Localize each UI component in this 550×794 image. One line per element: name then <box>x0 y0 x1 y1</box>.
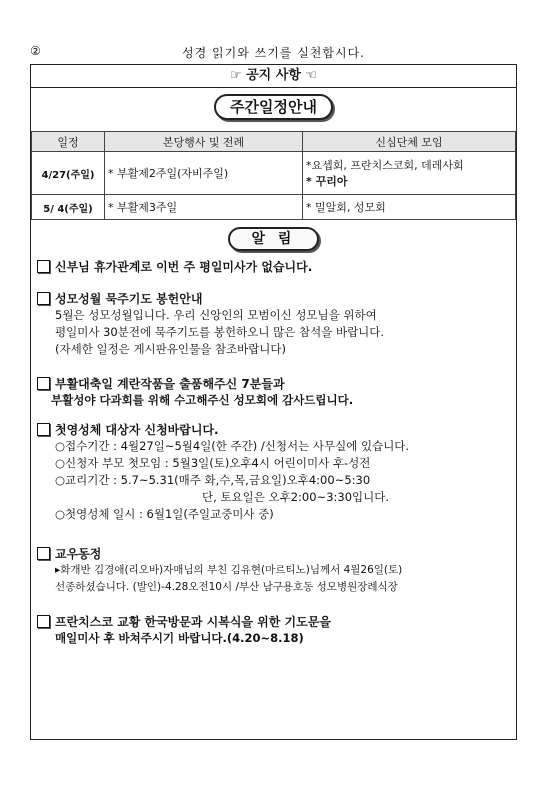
item-line: 매일미사 후 바쳐주시기 바랍니다.(4.20~8.18) <box>55 631 304 645</box>
item-line: 선종하셨습니다. (발인)-4.28오전10시 /부산 남구용호동 성모병원장례식장 <box>55 581 398 593</box>
notice-item <box>37 613 510 647</box>
item-heading <box>37 421 510 438</box>
item-heading <box>37 613 510 630</box>
item-line: 단, 토요일은 오후2:00~3:30입니다. <box>202 490 389 504</box>
row-date: 5/ 4(주일) <box>32 195 105 220</box>
item-line: 평일미사 30분전에 묵주기도를 봉헌하오니 많은 참석을 바랍니다. <box>55 325 385 339</box>
notice-item <box>37 375 510 409</box>
checkbox-icon <box>37 615 50 628</box>
item-heading <box>37 290 510 307</box>
row-events: * 부활제3주일 <box>105 195 303 220</box>
notice-item <box>37 545 510 596</box>
item-line: 5월은 성모성월입니다. 우리 신앙인의 모범이신 성모님을 위하여 <box>55 308 377 322</box>
notice-frame <box>30 64 517 740</box>
row-groups <box>303 152 516 195</box>
item-line: ○신청자 부모 첫모임 : 5월3일(토)오후4시 어린이미사 후-성전 <box>55 456 371 470</box>
row-date: 4/27(주일) <box>32 152 105 195</box>
item-line: 부활성야 다과회를 위해 수고해주신 성모회에 감사드립니다. <box>51 393 354 407</box>
item-heading-text: 프란치스코 교황 한국방문과 시복식을 위한 기도문을 <box>55 615 331 629</box>
alrim-title: 알 림 <box>228 227 320 251</box>
checkbox-icon <box>37 377 50 390</box>
header-events: 본당행사 및 전례 <box>105 132 303 152</box>
checkbox-icon <box>37 260 50 273</box>
checkbox-icon <box>37 547 50 560</box>
item-line: ○교리기간 : 5.7~5.31(매주 화,수,목,금요일)오후4:00~5:30 <box>55 473 371 487</box>
item-heading-text: 신부님 휴가관계로 이번 주 평일미사가 없습니다. <box>55 260 313 274</box>
table-header-row <box>32 132 516 152</box>
item-heading <box>37 375 510 392</box>
item-heading-text: 성모성월 묵주기도 봉헌안내 <box>55 292 203 306</box>
notice-item <box>37 258 510 275</box>
page-header <box>30 44 517 64</box>
schedule-table <box>31 131 516 220</box>
item-heading <box>37 258 510 275</box>
group-line: * 꾸리아 <box>306 175 348 188</box>
item-heading-text: 교우동정 <box>55 547 102 561</box>
row-groups <box>303 195 516 220</box>
item-heading <box>37 545 510 562</box>
item-line: ○접수기간 : 4월27일~5월4일(한 주간) /신청서는 사무실에 있습니다. <box>55 439 410 453</box>
item-heading-text: 첫영성체 대상자 신청바랍니다. <box>55 423 219 437</box>
schedule-title: 주간일정안내 <box>214 94 333 120</box>
table-row <box>32 195 516 220</box>
group-line: *요셉회, 프란치스코회, 데레사회 <box>306 159 464 172</box>
header-date: 일정 <box>32 132 105 152</box>
notice-item <box>37 290 510 358</box>
row-events: * 부활제2주일(자비주일) <box>105 152 303 195</box>
notice-heading: ☞ 공지 사항 ☜ <box>31 65 516 88</box>
notice-item <box>37 421 510 523</box>
item-line: ○첫영성체 일시 : 6월1일(주일교중미사 중) <box>55 507 274 521</box>
item-heading-text: 부활대축일 계란작품을 출품해주신 7분들과 <box>55 377 285 391</box>
group-line: * 밀알회, 성모회 <box>306 201 386 214</box>
schedule-title-wrap <box>31 88 516 124</box>
checkbox-icon <box>37 423 50 436</box>
checkbox-icon <box>37 292 50 305</box>
item-line: ▸화개반 김경애(리오바)자매님의 부친 김유현(마르티노)님께서 4월26일(토) <box>55 564 403 576</box>
table-row <box>32 152 516 195</box>
motto-text: 성경 읽기와 쓰기를 실천합시다. <box>182 46 365 60</box>
page-number: ② <box>30 44 41 58</box>
item-line: (자세한 일정은 게시판유인물을 참조바랍니다) <box>55 342 287 356</box>
header-groups: 신심단체 모임 <box>303 132 516 152</box>
alrim-title-wrap <box>31 227 516 251</box>
